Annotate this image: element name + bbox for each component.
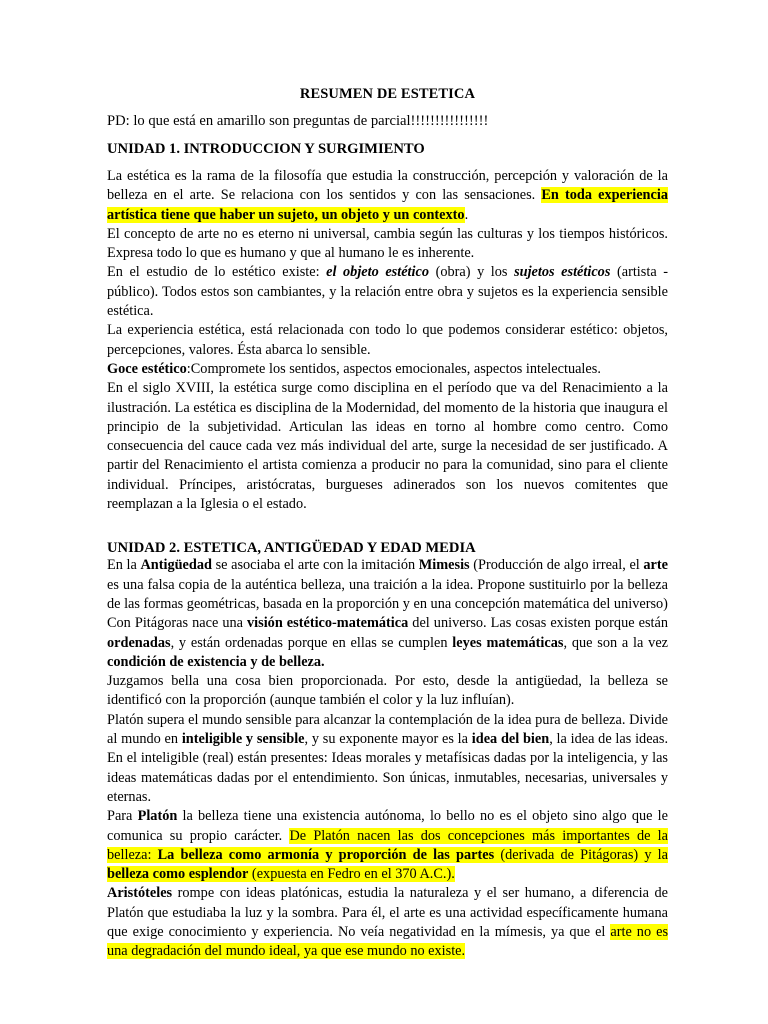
paragraph: En la Antigüedad se asociaba el arte con la imitación Mimesis (Producción de algo irreal, el arte es una falsa copia de la auténtica belleza, una traición a la idea. Propone sustituirlo por la belleza de las formas geométricas, basada en la proporción y en una concepción matemática del universo)	[107, 557, 668, 612]
paragraph: En el estudio de lo estético existe: el objeto estético (obra) y los sujetos estéticos (artista - público). Todos estos son cambiantes, y la relación entre obra y sujetos es la experiencia sensible estética.	[107, 264, 668, 320]
unit1-heading: UNIDAD 1. INTRODUCCION Y SURGIMIENTO	[107, 141, 425, 157]
exam-note: PD: lo que está en amarillo son preguntas de parcial!!!!!!!!!!!!!!!!	[107, 113, 489, 129]
highlight-question: arte no es una degradación del mundo ideal, ya que ese mundo no existe.	[107, 923, 669, 960]
document-title: RESUMEN DE ESTETICA	[299, 86, 476, 102]
paragraph: Aristóteles rompe con ideas platónicas, estudia la naturaleza y el ser humano, a diferencia de Platón que estudiaba la luz y la sombra. Para él, el arte es una actividad específicamente humana que exige conocimiento y experiencia. No veía negatividad en la mímesis, ya que el arte no es una degradación del mundo ideal, ya que ese mundo no existe.	[107, 885, 669, 960]
highlight-question: De Platón nacen las dos concepciones más importantes de la belleza: La belleza como armonía y proporción de las partes (derivada de Pitágoras) y la belleza como esplendor (expuesta en Fedro en el 370 A.C.).	[107, 827, 668, 883]
paragraph: Juzgamos bella una cosa bien proporcionada. Por esto, desde la antigüedad, la belleza se identificó con la proporción (aunque también el color y la luz influían).	[107, 673, 668, 709]
highlight-question: En toda experiencia artística tiene que haber un sujeto, un objeto y un contexto	[107, 187, 668, 223]
paragraph: El concepto de arte no es eterno ni universal, cambia según las culturas y los tiempos históricos. Expresa todo lo que es humano y que al humano le es inherente.	[107, 225, 668, 262]
paragraph: Para Platón la belleza tiene una existencia autónoma, lo bello no es el objeto sino algo que le comunica su propio carácter. De Platón nacen las dos concepciones más importantes de la belleza: La belleza como armonía y proporción de las partes (derivada de Pitágoras) y la belleza como esplendor (expuesta en Fedro en el 370 A.C.).	[107, 808, 668, 883]
unit2-heading: UNIDAD 2. ESTETICA, ANTIGÜEDAD Y EDAD MEDIA	[107, 540, 476, 557]
paragraph: La estética es la rama de la filosofía que estudia la construcción, percepción y valoración de la belleza en el arte. Se relaciona con los sentidos y con las sensaciones. En toda experiencia artística tiene que haber un sujeto, un objeto y un contexto.	[107, 168, 668, 223]
paragraph: En el siglo XVIII, la estética surge como disciplina en el período que va del Renacimiento a la ilustración. La estética es disciplina de la Modernidad, del momento de la historia que inaugura el principio de la subjetividad. Articulan las ideas en torno al hombre como centro. Como consecuencia del cauce cada vez más individual del arte, surge la necesidad de ser justificado. A partir del Renacimiento el artista comienza a producir no para la comunidad, sino para el cliente individual. Príncipes, aristócratas, burgueses adinerados son los nuevos comitentes que reemplazan a la Iglesia o el estado.	[107, 380, 668, 513]
paragraph: Goce estético:Compromete los sentidos, aspectos emocionales, aspectos intelectuales.	[107, 360, 601, 377]
paragraph: Platón supera el mundo sensible para alcanzar la contemplación de la idea pura de belleza. Divide al mundo en inteligible y sensible, y su exponente mayor es la idea del bien, la idea de las ideas. En el inteligible (real) están presentes: Ideas morales y metafísicas dadas por la inteligencia, y las ideas matemáticas dadas por el entendimiento. Son únicas, inmutables, necesarias, universales y eternas.	[107, 711, 669, 805]
paragraph: Con Pitágoras nace una visión estético-matemática del universo. Las cosas existen porque están ordenadas, y están ordenadas porque en ellas se cumplen leyes matemáticas, que son a la vez condición de existencia y de belleza.	[107, 615, 669, 670]
paragraph: La experiencia estética, está relacionada con todo lo que podemos considerar estético: objetos, percepciones, valores. Ésta abarca lo sensible.	[107, 322, 668, 358]
